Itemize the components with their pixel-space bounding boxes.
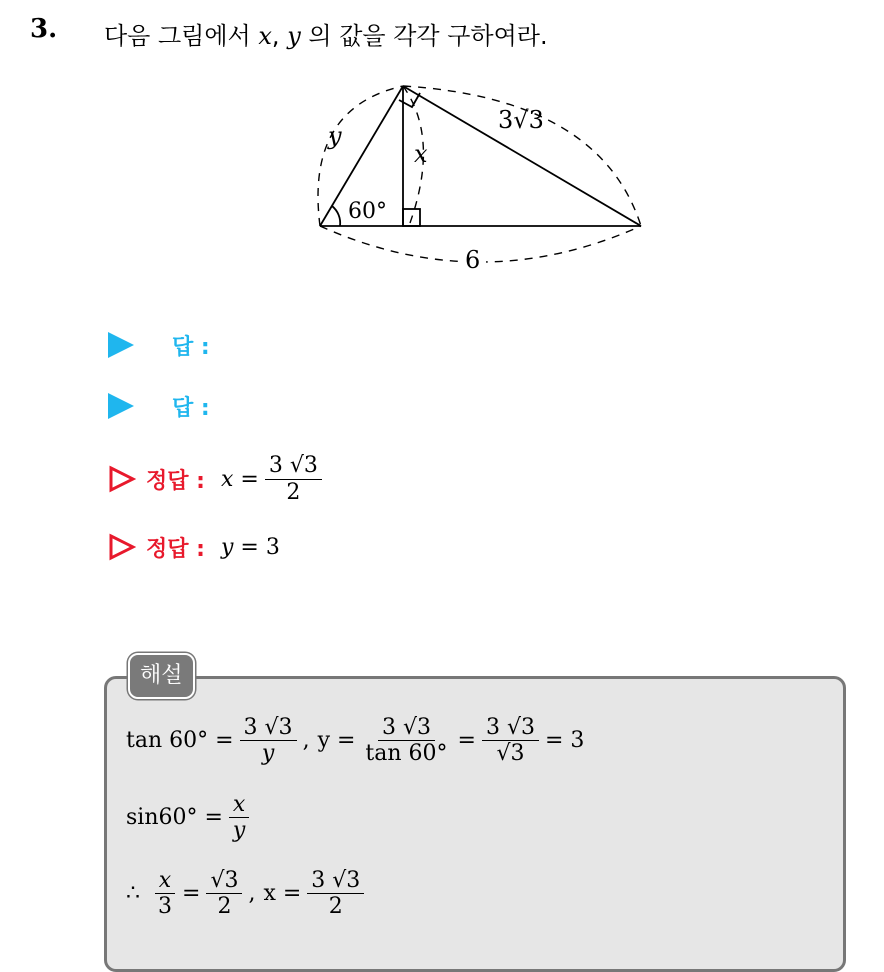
label-hypotenuse: 3√3 (498, 106, 544, 134)
play-triangle-icon (108, 332, 134, 358)
outline-triangle-icon (108, 533, 136, 561)
question-comma: , (271, 22, 280, 50)
label-y: y (328, 122, 342, 150)
play-triangle-icon (108, 393, 134, 419)
outline-triangle-icon (108, 465, 136, 493)
explanation-line-1: tan 60° = $\frac{3 √3}{y}$ , y = $\frac{3 √3}{\tan 60^\circ}$ = $\frac{3 √3}{√3}$ = 3 (126, 715, 585, 767)
explanation-tag: 해설 (128, 653, 195, 699)
triangle-figure (300, 78, 670, 278)
question-suffix: 의 값을 각각 구하여라. (308, 22, 548, 50)
answer-label: 답 : (172, 395, 210, 421)
solution-label: 정답 : (146, 468, 205, 494)
angle-arc (332, 206, 340, 226)
solution-row-2 (108, 530, 280, 564)
explanation-line-2: sin60° = $\frac{x}{y}$ (126, 792, 255, 844)
question-text (104, 16, 548, 51)
label-x: x (414, 140, 428, 168)
question-number: 3. (30, 14, 58, 44)
question-var-x: x (258, 22, 272, 50)
answer-row-2 (108, 389, 210, 423)
label-base: 6 (465, 246, 481, 274)
solution-label: 정답 : (146, 536, 205, 562)
answer-row-1 (108, 328, 210, 362)
explanation-line-3: ∴ $\frac{x}{3}$ = $\frac{√3}{2}$ , x = $\frac{3 √3}{2}$ (126, 868, 370, 920)
question-var-y: y (287, 22, 301, 50)
solution-y-math: y = 3 (220, 534, 280, 560)
label-angle: 60° (348, 199, 387, 224)
solution-x-math: x = $\frac{3 √3}{2}$ (221, 453, 328, 505)
question-prefix: 다음 그림에서 (104, 22, 251, 50)
solution-row-1 (108, 447, 328, 511)
answer-label: 답 : (172, 334, 210, 360)
